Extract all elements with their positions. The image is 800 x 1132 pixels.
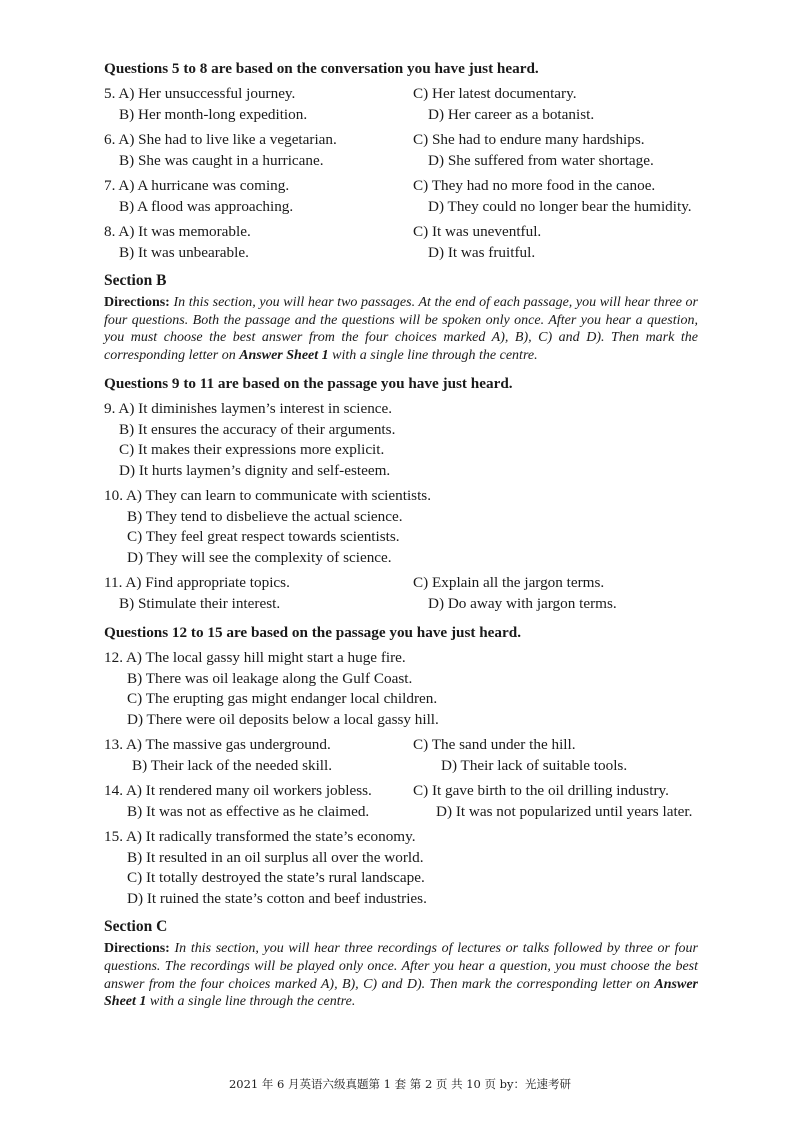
question-9 — [104, 398, 698, 480]
option-5b: B) Her month-long expedition. — [119, 105, 308, 123]
option-11a: 11. A) Find appropriate topics. — [104, 574, 290, 592]
directions-label: Directions: — [104, 295, 170, 310]
option-12d: D) There were oil deposits below a local gassy hill. — [127, 710, 439, 728]
option-14b: B) It was not as effective as he claimed. — [127, 802, 370, 820]
option-13a: 13. A) The massive gas underground. — [104, 736, 331, 754]
question-10 — [104, 485, 698, 567]
option-15d: D) It ruined the state’s cotton and beef industries. — [127, 889, 427, 907]
option-14c: C) It gave birth to the oil drilling industry. — [413, 782, 669, 800]
exam-page — [104, 58, 698, 1011]
option-10c: C) They feel great respect towards scientists. — [127, 528, 400, 546]
option-6c: C) She had to endure many hardships. — [413, 131, 645, 148]
section-b-directions — [104, 294, 698, 364]
question-15 — [104, 826, 698, 908]
option-7b: B) A flood was approaching. — [119, 197, 294, 215]
option-13b: B) Their lack of the needed skill. — [132, 756, 333, 774]
option-8c: C) It was uneventful. — [413, 223, 542, 240]
group-heading-5-8: Questions 5 to 8 are based on the conversation you have just heard. — [104, 60, 539, 77]
option-12c: C) The erupting gas might endanger local children. — [127, 690, 438, 708]
question-8 — [104, 221, 698, 262]
option-6a: 6. A) She had to live like a vegetarian. — [104, 131, 337, 148]
option-10d: D) They will see the complexity of science. — [127, 548, 392, 566]
directions-text-end: with a single line through the centre. — [328, 347, 538, 363]
group-heading-12-15: Questions 12 to 15 are based on the passage you have just heard. — [104, 624, 521, 642]
option-8d: D) It was fruitful. — [428, 243, 536, 261]
option-7a: 7. A) A hurricane was coming. — [104, 177, 290, 194]
answer-sheet-ref: Answer Sheet 1 — [104, 976, 698, 1010]
section-b-title: Section B — [104, 272, 167, 289]
option-10b: B) They tend to disbelieve the actual science. — [127, 507, 403, 525]
section-c-title: Section C — [104, 918, 168, 936]
option-7c: C) They had no more food in the canoe. — [413, 177, 656, 194]
option-6b: B) She was caught in a hurricane. — [119, 151, 324, 169]
option-12a: 12. A) The local gassy hill might start a huge fire. — [104, 649, 406, 667]
option-15a: 15. A) It radically transformed the state’s economy. — [104, 828, 416, 846]
option-14a: 14. A) It rendered many oil workers jobless. — [104, 782, 372, 800]
option-14d: D) It was not popularized until years later. — [436, 802, 693, 820]
option-11b: B) Stimulate their interest. — [119, 594, 281, 612]
option-15b: B) It resulted in an oil surplus all over the world. — [127, 848, 424, 866]
option-12b: B) There was oil leakage along the Gulf Coast. — [127, 669, 413, 687]
option-5a: 5. A) Her unsuccessful journey. — [104, 85, 296, 102]
option-10a: 10. A) They can learn to communicate with scientists. — [104, 487, 432, 505]
option-15c: C) It totally destroyed the state’s rural landscape. — [127, 869, 425, 887]
option-9c: C) It makes their expressions more explicit. — [119, 441, 385, 459]
option-13c: C) The sand under the hill. — [413, 736, 576, 754]
option-11c: C) Explain all the jargon terms. — [413, 574, 605, 592]
option-13d: D) Their lack of suitable tools. — [441, 756, 628, 774]
page-footer: 2021 年 6 月英语六级真题第 1 套 第 2 页 共 10 页 by：光速考研 — [228, 1077, 572, 1091]
question-13 — [104, 734, 698, 775]
question-5 — [104, 83, 698, 124]
directions-text-end: with a single line through the centre. — [146, 994, 356, 1010]
option-9a: 9. A) It diminishes laymen’s interest in science. — [104, 400, 393, 418]
directions-label: Directions: — [104, 941, 170, 957]
option-7d: D) They could no longer bear the humidity. — [428, 197, 692, 215]
question-6 — [104, 129, 698, 170]
question-11 — [104, 572, 698, 613]
option-8b: B) It was unbearable. — [119, 243, 249, 261]
directions-text: In this section, you will hear two passages. At the end of each passage, you will hear three or four questions. Both the passage and the questions will be spoken only once. After you hear a question, you must choose the best answer from the four choices marked A), B), C) and D). Then mark the corresponding letter on — [104, 295, 699, 363]
section-c-directions — [104, 940, 698, 1010]
option-6d: D) She suffered from water shortage. — [428, 151, 654, 169]
option-9d: D) It hurts laymen’s dignity and self-esteem. — [119, 461, 391, 479]
answer-sheet-ref: Answer Sheet 1 — [239, 347, 329, 363]
option-9b: B) It ensures the accuracy of their arguments. — [119, 420, 396, 438]
option-8a: 8. A) It was memorable. — [104, 223, 251, 240]
group-heading-9-11: Questions 9 to 11 are based on the passage you have just heard. — [104, 375, 513, 393]
question-14 — [104, 780, 698, 821]
question-12 — [104, 647, 698, 729]
option-5d: D) Her career as a botanist. — [428, 105, 595, 123]
directions-text: In this section, you will hear three recordings of lectures or talks followed by three or four questions. The recordings will be played only once. After you hear a question, you must choose the best answer from the four choices marked A), B), C) and D). Then mark the corresponding letter on — [104, 941, 699, 992]
question-7 — [104, 175, 698, 216]
option-5c: C) Her latest documentary. — [413, 85, 577, 102]
option-11d: D) Do away with jargon terms. — [428, 594, 617, 612]
